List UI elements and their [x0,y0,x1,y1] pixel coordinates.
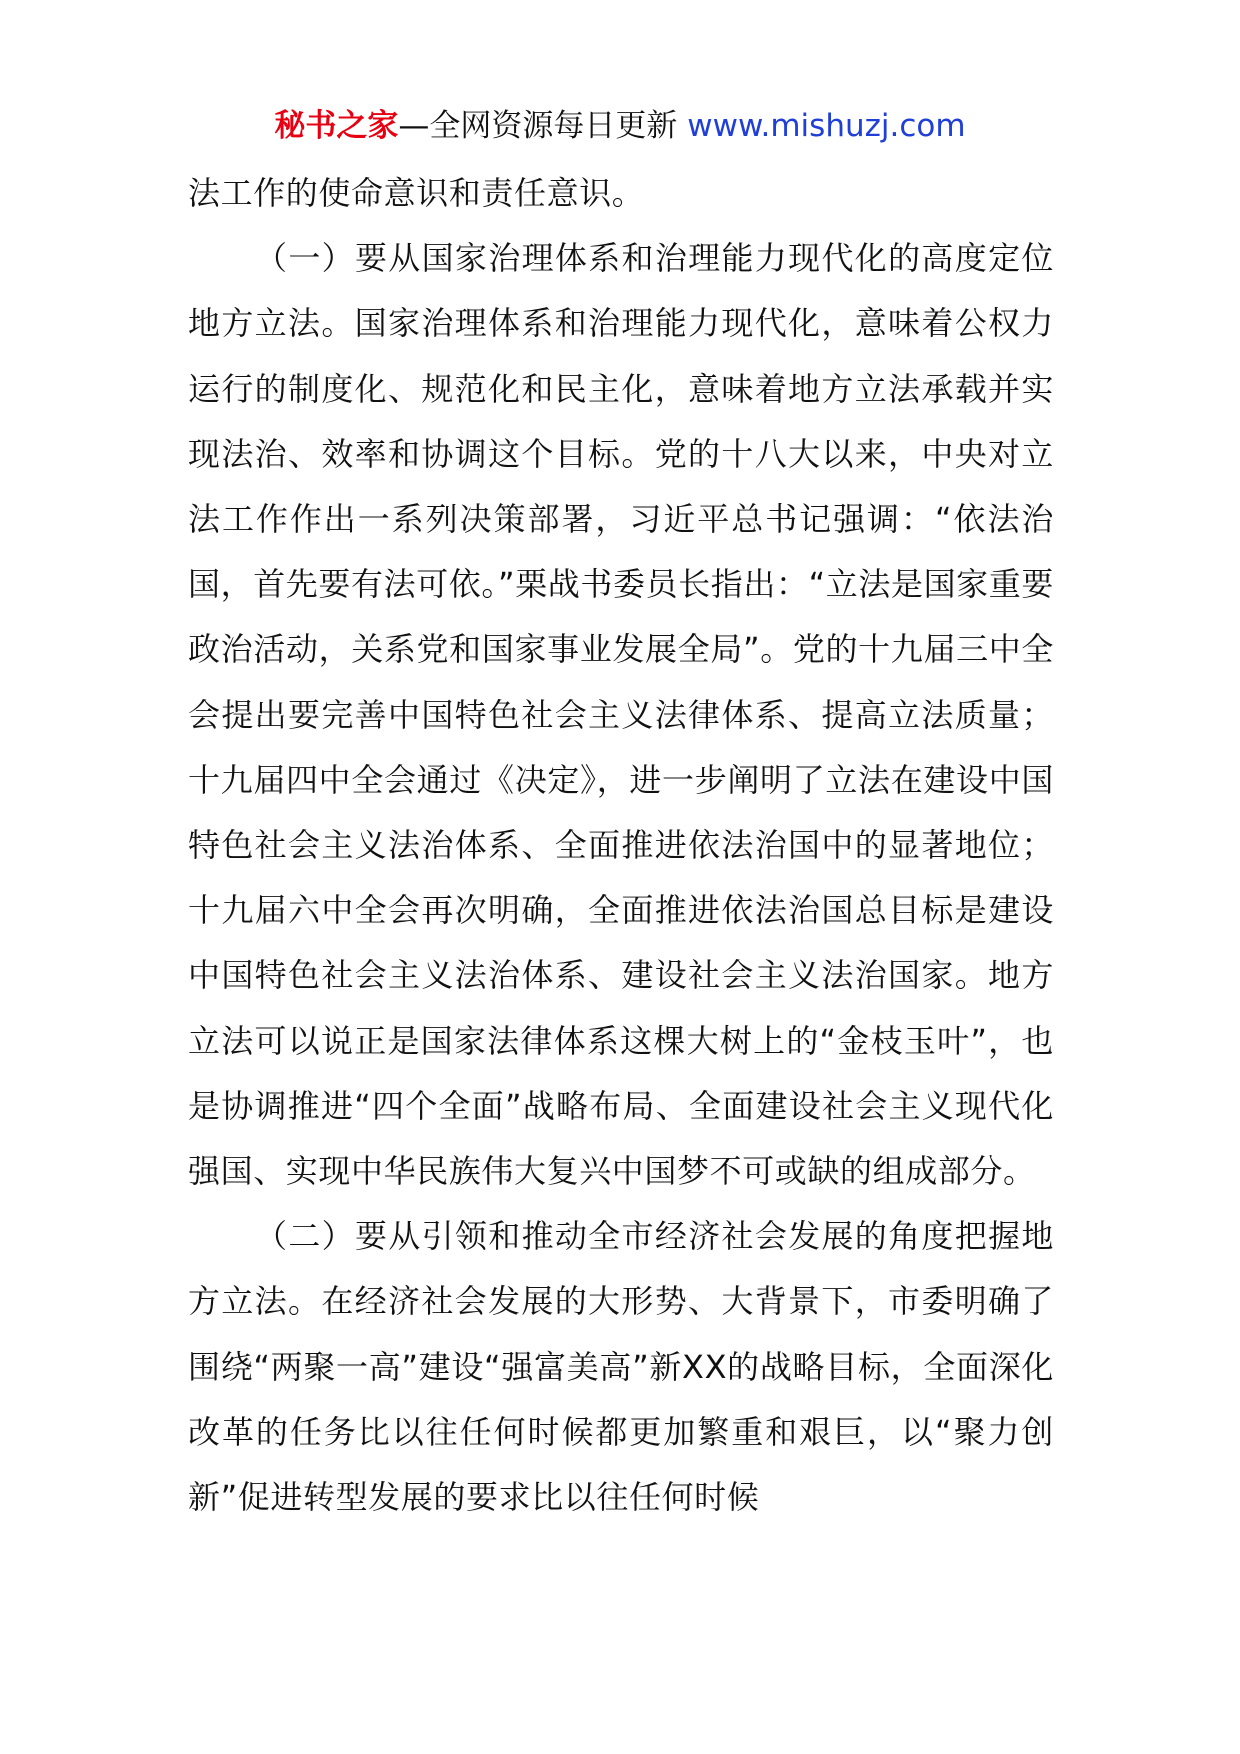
header-slogan: —全网资源每日更新 [398,108,688,144]
page-header [0,104,1240,148]
paragraph-one: （一）要从国家治理体系和治理能力现代化的高度定位地方立法。国家治理体系和治理能力现代化，意味着公权力运行的制度化、规范化和民主化，意味着地方立法承载并实现法治、效率和协调这个目标。党的十八大以来，中央对立法工作作出一系列决策部署，习近平总书记强调：“依法治国，首先要有法可依。”栗战书委员长指出：“立法是国家重要政治活动，关系党和国家事业发展全局”。党的十九届三中全会提出要完善中国特色社会主义法律体系、提高立法质量；十九届四中全会通过《决定》，进一步阐明了立法在建设中国特色社会主义法治体系、全面推进依法治国中的显著地位；十九届六中全会再次明确，全面推进依法治国总目标是建设中国特色社会主义法治体系、建设社会主义法治国家。地方立法可以说正是国家法律体系这棵大树上的“金枝玉叶”，也是协调推进“四个全面”战略布局、全面建设社会主义现代化强国、实现中华民族伟大复兴中国梦不可或缺的组成部分。 [188,239,1054,1191]
brand-name: 秘书之家 [274,108,399,144]
paragraph-two: （二）要从引领和推动全市经济社会发展的角度把握地方立法。在经济社会发展的大形势、大背景下，市委明确了围绕“两聚一高”建设“强富美高”新XX的战略目标，全面深化改革的任务比以往任何时候都更加繁重和艰巨，以“聚力创新”促进转型发展的要求比以往任何时候 [188,1217,1054,1517]
site-url: www.mishuzj.com [687,108,966,144]
document-body [188,161,1054,1530]
paragraph-continued: 法工作的使命意识和责任意识。 [188,174,645,212]
